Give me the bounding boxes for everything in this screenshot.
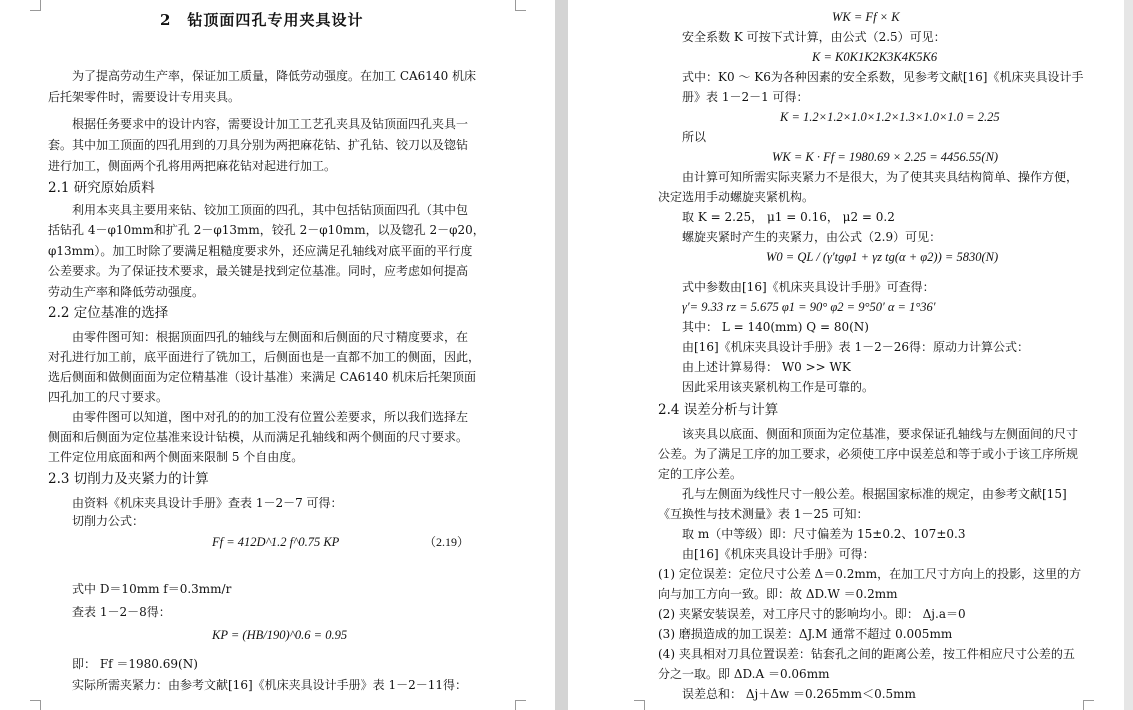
paragraph-line: 四孔加工的尺寸要求。 [48,390,169,404]
equation: γ′= 9.33 rz = 5.675 φ1 = 90° φ2 = 9°50′ α = 1°36′ [682,300,936,314]
paragraph-line: 式中 D＝10mm f＝0.3mm/r [72,582,232,596]
equation: WK = K · Ff = 1980.69 × 2.25 = 4456.55(N) [772,150,999,164]
paragraph-line: 因此采用该夹紧机构工作是可靠的。 [682,380,875,394]
paragraph-line: 为了提高劳动生产率，保证加工质量，降低劳动强度。在加工 CA6140 机床 [72,69,477,83]
paragraph-line: 取 m（中等级）即：尺寸偏差为 15±0.2、107±0.3 [682,527,966,541]
paragraph-line: 由资料《机床夹具设计手册》查表 1－2－7 可得： [72,496,343,510]
paragraph-line: 对孔进行加工前，底平面进行了铣加工，后侧面也是一直都不加工的侧面，因此， [48,350,481,364]
paragraph-line: 由上述计算易得： W0 >> WK [682,360,851,374]
paragraph-line: 册》表 1－2－1 可得： [682,90,809,104]
paragraph-line: 选后侧面和做侧面面为定位精基准（设计基准）来满足 CA6140 机床后托架顶面 [48,370,477,384]
paragraph-line: 决定选用手动螺旋夹紧机构。 [658,190,815,204]
paragraph-line: 由零件图可知：根据顶面四孔的轴线与左侧面和后侧面的尺寸精度要求，在 [72,330,469,344]
paragraph-line: 由[16]《机床夹具设计手册》可得： [682,547,875,561]
paragraph-line: (2) 夹紧安装误差，对工序尺寸的影响均小。即： Δj.a＝0 [658,607,966,621]
paragraph-line: 实际所需夹紧力：由参考文献[16]《机床夹具设计手册》表 1－2－11得： [72,678,467,692]
paragraph-line: 由计算可知所需实际夹紧力不是很大，为了使其夹具结构简单、操作方便， [682,170,1079,184]
paragraph-line: 后托架零件时，需要设计专用夹具。 [48,90,241,104]
equation: Ff = 412D^1.2 f^0.75 KP [212,535,340,549]
left-page [0,0,555,710]
subsection-heading: 2.3 切削力及夹紧力的计算 [48,471,209,487]
paragraph-line: 孔与左侧面为线性尺寸一般公差。根据国家标准的规定，由参考文献[15] [682,487,1067,501]
paragraph-line: 侧面和后侧面为定位基准来设计钻模，从而满足孔轴线和两个侧面的尺寸要求。 [48,430,469,444]
subsection-heading: 2.1 研究原始质料 [48,180,155,196]
page-gap [555,0,568,710]
paragraph-line: φ13mm）。加工时除了要满足粗糙度要求外，还应满足孔轴线对底平面的平行度 [48,244,473,258]
paragraph-line: 取 K = 2.25， μ1 = 0.16， μ2 = 0.2 [682,210,895,224]
paragraph-line: 式中：K0 ～ K6为各种因素的安全系数，见参考文献[16]《机床夹具设计手 [682,70,1084,84]
paragraph-line: 安全系数 K 可按下式计算，由公式（2.5）可见： [682,30,946,44]
paragraph-line: 由零件图可以知道，图中对孔的的加工没有位置公差要求，所以我们选择左 [72,410,469,424]
paragraph-line: 公差要求。为了保证技术要求，最关键是找到定位基准。同时，应考虑如何提高 [48,264,469,278]
equation: K = 1.2×1.2×1.0×1.2×1.3×1.0×1.0 = 2.25 [780,110,1000,124]
paragraph-line: 切削力公式： [72,514,145,528]
equation-number: （2.19） [424,535,470,549]
equation: K = K0K1K2K3K4K5K6 [812,50,938,64]
paragraph-line: 套。其中加工顶面的四孔用到的刀具分别为两把麻花钻、扩孔钻、铰刀以及锪钻 [48,138,469,152]
paragraph-line: 利用本夹具主要用来钻、铰加工顶面的四孔，其中包括钻顶面四孔（其中包 [72,203,469,217]
paragraph-line: 其中： L = 140(mm) Q = 80(N) [682,320,869,334]
paragraph-line: 工件定位用底面和两个侧面来限制 5 个自由度。 [48,450,304,464]
paragraph-line: 定的工序公差。 [658,467,743,481]
paragraph-line: (1) 定位误差：定位尺寸公差 Δ＝0.2mm，在加工尺寸方向上的投影，这里的方 [658,567,1082,581]
paragraph-line: 公差。为了满足工序的加工要求，必须使工序中误差总和等于或小于该工序所规 [658,447,1079,461]
paragraph-line: 即： Ff ＝1980.69(N) [72,657,198,671]
paragraph-line: (4) 夹具相对刀具位置误差：钻套孔之间的距离公差，按工件相应尺寸公差的五 [658,647,1075,661]
section-title: 2 钻顶面四孔专用夹具设计 [160,11,364,29]
paragraph-line: 根据任务要求中的设计内容，需要设计加工工艺孔夹具及钻顶面四孔夹具一 [72,117,469,131]
paragraph-line: 进行加工，侧面两个孔将用两把麻花钻对起进行加工。 [48,159,337,173]
subsection-heading: 2.4 误差分析与计算 [658,402,779,418]
paragraph-line: 向与加工方向一致。即：故 ΔD.W ＝0.2mm [658,587,898,601]
right-page [568,0,1124,710]
paragraph-line: 劳动生产率和降低劳动强度。 [48,285,205,299]
paragraph-line: 括钻孔 4－φ10mm和扩孔 2－φ13mm，铰孔 2－φ10mm，以及锪孔 2－φ20， [48,223,485,237]
paragraph-line: (3) 磨损造成的加工误差：ΔJ.M 通常不超过 0.005mm [658,627,953,641]
subsection-heading: 2.2 定位基准的选择 [48,305,169,321]
equation: KP = (HB/190)^0.6 = 0.95 [212,628,348,642]
paragraph-line: 由[16]《机床夹具设计手册》表 1－2－26得：原动力计算公式： [682,340,1029,354]
paragraph-line: 该夹具以底面、侧面和顶面为定位基准，要求保证孔轴线与左侧面间的尺寸 [682,427,1079,441]
paragraph-line: 螺旋夹紧时产生的夹紧力，由公式（2.9）可见： [682,230,942,244]
paragraph-line: 式中参数由[16]《机床夹具设计手册》可查得： [682,280,935,294]
equation: W0 = QL / (γ′tgφ1 + γz tg(α + φ2)) = 5830(N) [766,250,999,264]
paragraph-line: 查表 1－2－8得： [72,605,171,619]
paragraph-line: 误差总和： Δj＋Δw ＝0.265mm＜0.5mm [682,687,916,701]
paragraph-line: 所以 [682,130,707,144]
paragraph-line: 分之一取。即 ΔD.A ＝0.06mm [658,667,830,681]
equation: WK = Ff × K [832,10,900,24]
paragraph-line: 《互换性与技术测量》表 1－25 可知： [658,507,869,521]
